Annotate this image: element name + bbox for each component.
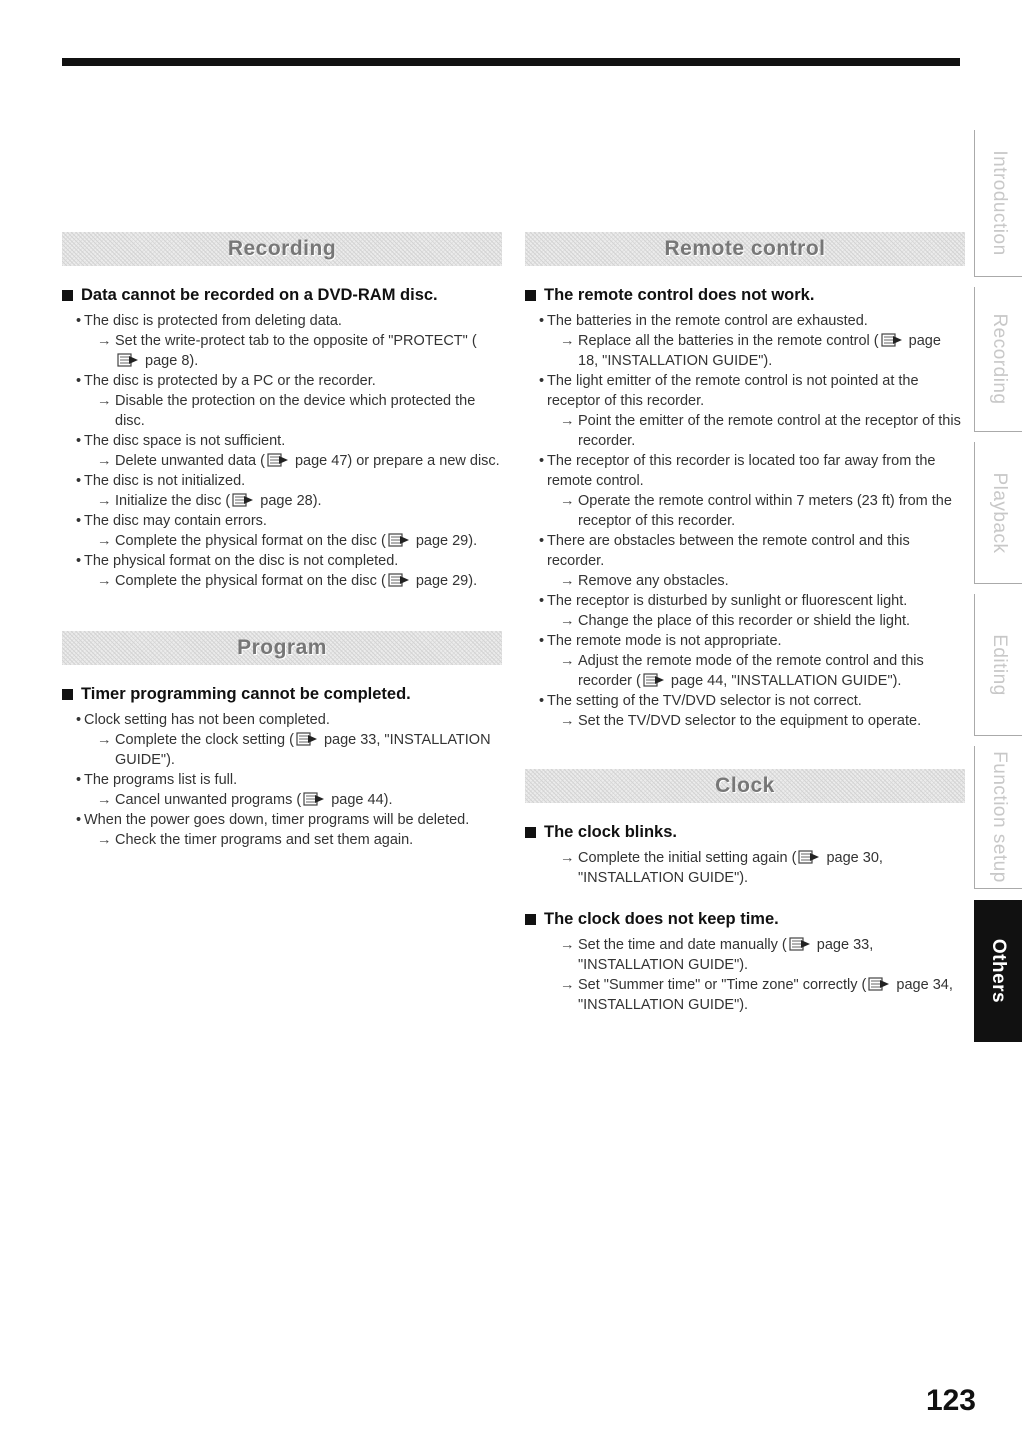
arrow-icon: →: [560, 573, 575, 589]
tab-others[interactable]: Others: [974, 900, 1022, 1042]
arrow-icon: →: [560, 413, 575, 429]
cause-item: • The programs list is full.: [76, 772, 238, 788]
remedy-item: → Disable the protection on the device which protected the disc.: [97, 393, 476, 429]
remedy-item: → Set the TV/DVD selector to the equipment to operate.: [560, 713, 922, 729]
cause-item: • The disc space is not sufficient.: [76, 433, 286, 449]
cause-item: • The setting of the TV/DVD selector is not correct.: [539, 693, 862, 709]
arrow-icon: →: [560, 493, 575, 509]
remedy-item: → Complete the physical format on the disc ( page 29).: [97, 533, 478, 549]
cause-item: • The physical format on the disc is not completed.: [76, 553, 399, 569]
cause-item: • The disc is not initialized.: [76, 473, 246, 489]
arrow-icon: →: [560, 613, 575, 629]
remedy-item: → Remove any obstacles.: [560, 573, 729, 589]
cause-item: • The batteries in the remote control are exhausted.: [539, 313, 868, 329]
arrow-icon: →: [560, 653, 575, 669]
arrow-icon: →: [97, 333, 112, 349]
remedy-item: → Initialize the disc ( page 28).: [97, 493, 322, 509]
issue-title: Timer programming cannot be completed.: [62, 685, 502, 704]
cause-item: • The light emitter of the remote control is not pointed at the receptor of this recorder.: [539, 373, 919, 409]
tab-introduction[interactable]: Introduction: [974, 130, 1022, 277]
issue-title: The remote control does not work.: [525, 286, 965, 305]
page-reference-icon: [868, 977, 890, 991]
issue-title: Data cannot be recorded on a DVD-RAM disc.: [62, 286, 502, 305]
recording-section-header: [62, 232, 502, 266]
program-issue: [62, 685, 502, 850]
remote-control-header-label: Remote control: [664, 237, 826, 260]
arrow-icon: →: [97, 453, 112, 469]
bullet-square-icon: [525, 914, 536, 925]
arrow-icon: →: [97, 792, 112, 808]
tab-function-setup[interactable]: Function setup: [974, 746, 1022, 889]
arrow-icon: →: [97, 832, 112, 848]
page-reference-icon: [643, 673, 665, 687]
page-reference-icon: [798, 850, 820, 864]
arrow-icon: →: [560, 713, 575, 729]
arrow-icon: →: [560, 977, 575, 993]
arrow-icon: →: [97, 732, 112, 748]
issue-title: The clock does not keep time.: [525, 910, 965, 929]
page-reference-icon: [303, 792, 325, 806]
program-header-label: Program: [237, 636, 327, 659]
arrow-icon: →: [97, 533, 112, 549]
remedy-item: → Delete unwanted data ( page 47) or prepare a new disc.: [97, 453, 500, 469]
remedy-item: → Adjust the remote mode of the remote control and this recorder ( page 44, "INSTALLATION GUIDE").: [560, 653, 924, 689]
tab-editing[interactable]: Editing: [974, 594, 1022, 736]
page-reference-icon: [267, 453, 289, 467]
remedy-item: → Set the time and date manually ( page 33, "INSTALLATION GUIDE").: [560, 937, 874, 973]
remedy-item: → Set the write-protect tab to the opposite of "PROTECT" ( page 8).: [97, 333, 477, 369]
tab-recording[interactable]: Recording: [974, 287, 1022, 432]
issue-title: The clock blinks.: [525, 823, 965, 842]
remedy-item: → Change the place of this recorder or shield the light.: [560, 613, 911, 629]
page-reference-icon: [296, 732, 318, 746]
page-reference-icon: [117, 353, 139, 367]
remedy-item: → Operate the remote control within 7 meters (23 ft) from the receptor of this recorder.: [560, 493, 952, 529]
cause-item: • Clock setting has not been completed.: [76, 712, 330, 728]
recording-header-label: Recording: [227, 237, 337, 260]
remedy-item: → Replace all the batteries in the remote control ( page 18, "INSTALLATION GUIDE").: [560, 333, 941, 369]
cause-item: • The remote mode is not appropriate.: [539, 633, 782, 649]
page-reference-icon: [388, 533, 410, 547]
page-reference-icon: [881, 333, 903, 347]
cause-item: • The receptor of this recorder is located too far away from the remote control.: [539, 453, 936, 489]
page-reference-icon: [388, 573, 410, 587]
bullet-square-icon: [525, 827, 536, 838]
arrow-icon: →: [97, 393, 112, 409]
arrow-icon: →: [97, 573, 112, 589]
remedy-item: → Set "Summer time" or "Time zone" correctly ( page 34, "INSTALLATION GUIDE").: [560, 977, 953, 1013]
remedy-item: → Complete the physical format on the disc ( page 29).: [97, 573, 478, 589]
remedy-item: → Point the emitter of the remote control at the receptor of this recorder.: [560, 413, 961, 449]
remedy-item: → Complete the clock setting ( page 33, "INSTALLATION GUIDE").: [97, 732, 491, 768]
page-number: 123: [925, 1384, 976, 1417]
clock-section-header: [525, 769, 965, 803]
cause-item: • The disc may contain errors.: [76, 513, 267, 529]
cause-item: • The disc is protected from deleting data.: [76, 313, 342, 329]
arrow-icon: →: [560, 850, 575, 866]
cause-item: • The receptor is disturbed by sunlight or fluorescent light.: [539, 593, 908, 609]
right-column: [525, 232, 965, 1037]
clock-issue-time: [525, 910, 965, 1015]
page-reference-icon: [789, 937, 811, 951]
remedy-item: → Complete the initial setting again ( page 30, "INSTALLATION GUIDE").: [560, 850, 883, 886]
clock-header-label: Clock: [715, 774, 775, 797]
cause-item: • When the power goes down, timer programs will be deleted.: [76, 812, 470, 828]
top-rule: [62, 58, 960, 66]
left-column: [62, 232, 502, 872]
remote-control-section-header: [525, 232, 965, 266]
remote-issue: [525, 286, 965, 731]
program-section-header: [62, 631, 502, 665]
clock-issue-blinks: [525, 823, 965, 888]
remedy-item: → Cancel unwanted programs ( page 44).: [97, 792, 393, 808]
remedy-item: → Check the timer programs and set them again.: [97, 832, 414, 848]
arrow-icon: →: [97, 493, 112, 509]
bullet-square-icon: [62, 689, 73, 700]
bullet-square-icon: [62, 290, 73, 301]
cause-item: • The disc is protected by a PC or the recorder.: [76, 373, 376, 389]
arrow-icon: →: [560, 333, 575, 349]
arrow-icon: →: [560, 937, 575, 953]
cause-item: • There are obstacles between the remote control and this recorder.: [539, 533, 910, 569]
page-reference-icon: [232, 493, 254, 507]
tab-playback[interactable]: Playback: [974, 442, 1022, 584]
bullet-square-icon: [525, 290, 536, 301]
recording-issue: [62, 286, 502, 591]
